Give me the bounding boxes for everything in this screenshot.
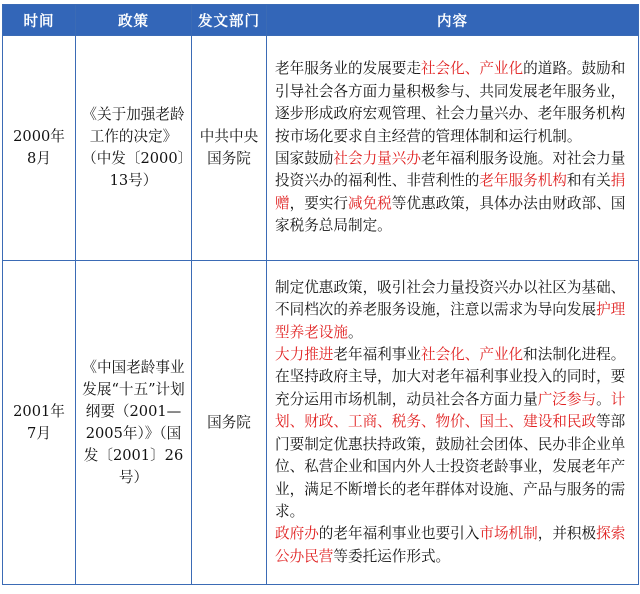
- dept-cell: 中共中央国务院: [192, 36, 267, 261]
- table-row: [3, 36, 639, 261]
- time-month: 7月: [27, 424, 51, 442]
- highlighted-text: 探索公办民营: [275, 525, 626, 565]
- header-row: [3, 5, 639, 36]
- content-paragraph: [275, 148, 634, 238]
- highlighted-text: 减免税: [348, 194, 392, 212]
- content-text: 等委托运作形式。: [333, 547, 451, 565]
- highlighted-text: 社会化、产业化: [420, 60, 524, 78]
- content-text: 制定优惠政策，吸引社会力量投资兴办以社区为基础、不同档次的养老服务设施，注意以需求为导向发展: [275, 278, 626, 319]
- highlighted-text: 大力推进: [275, 346, 334, 364]
- highlighted-text: 捐赠: [275, 172, 626, 212]
- highlighted-text: 市场机制: [479, 525, 538, 543]
- content-text: 老年福利事业: [333, 346, 421, 364]
- policy-cell: 《关于加强老龄工作的决定》（中发〔2000〕13号）: [76, 36, 192, 261]
- policy-table: [2, 4, 639, 585]
- header-dept: 发文部门: [192, 5, 267, 36]
- content-cell: [267, 261, 639, 585]
- time-year: 2001年: [13, 402, 65, 420]
- content-paragraph: [275, 58, 634, 148]
- time-month: 8月: [27, 150, 51, 167]
- highlighted-text: 广泛参与: [537, 390, 597, 408]
- content-text: 和法制化进程。在坚持政府主导，加大对老年福利事业投入的同时，要充分运用市场机制，动员社会各方面力量: [275, 346, 626, 408]
- content-text: 的老年福利事业也要引入: [318, 525, 480, 543]
- content-paragraph: [275, 523, 634, 568]
- highlighted-text: 政府办: [275, 525, 319, 543]
- highlighted-text: 护理型养老设施: [275, 301, 626, 341]
- content-cell: [267, 36, 639, 261]
- content-paragraph: [275, 344, 634, 523]
- content-text: 等部门要制定优惠扶持政策，鼓励社会团体、民办非企业单位、私营企业和国内外人士投资老龄事业，发展老年产业，满足不断增长的老年群体对设施、产品与服务的需求。: [275, 413, 626, 520]
- content-text: 的道路。鼓励和引导社会各方面力量积极参与、共同发展老年服务业，逐步形成政府宏观管理、社会力量兴办、老年服务机构按市场化要求自主经营的管理体制和运行机制。: [275, 60, 626, 145]
- content-text: 老年福利服务设施。对社会力量投资兴办的福利性、非营利性的: [275, 150, 626, 190]
- highlighted-text: 计划、财政、工商、税务、物价、国土、建设和民政: [275, 390, 626, 431]
- content-text: ，要实行: [289, 194, 348, 212]
- content-text: ，并积极: [537, 525, 597, 543]
- time-cell: [3, 261, 76, 585]
- time-year: 2000年: [13, 128, 65, 145]
- content-paragraph: [275, 277, 634, 344]
- header-policy: 政策: [76, 5, 192, 36]
- table-row: [3, 261, 639, 585]
- highlighted-text: 社会力量兴办: [333, 150, 421, 167]
- content-text: 国家鼓励: [275, 150, 334, 167]
- content-text: 等优惠政策，具体办法由财政部、国家税务总局制定。: [275, 194, 626, 235]
- highlighted-text: 社会化、产业化: [420, 346, 524, 364]
- policy-cell: 《中国老龄事业发展“十五”计划纲要（2001—2005年）》（国发〔2001〕26号）: [76, 261, 192, 585]
- content-text: 老年服务业的发展要走: [275, 60, 421, 78]
- content-text: 和有关: [566, 172, 611, 190]
- time-cell: [3, 36, 76, 261]
- header-time: 时间: [3, 5, 76, 36]
- content-text: 。: [596, 390, 611, 408]
- highlighted-text: 老年服务机构: [479, 172, 567, 190]
- header-content: 内容: [267, 5, 639, 36]
- content-text: 。: [347, 323, 363, 341]
- dept-cell: 国务院: [192, 261, 267, 585]
